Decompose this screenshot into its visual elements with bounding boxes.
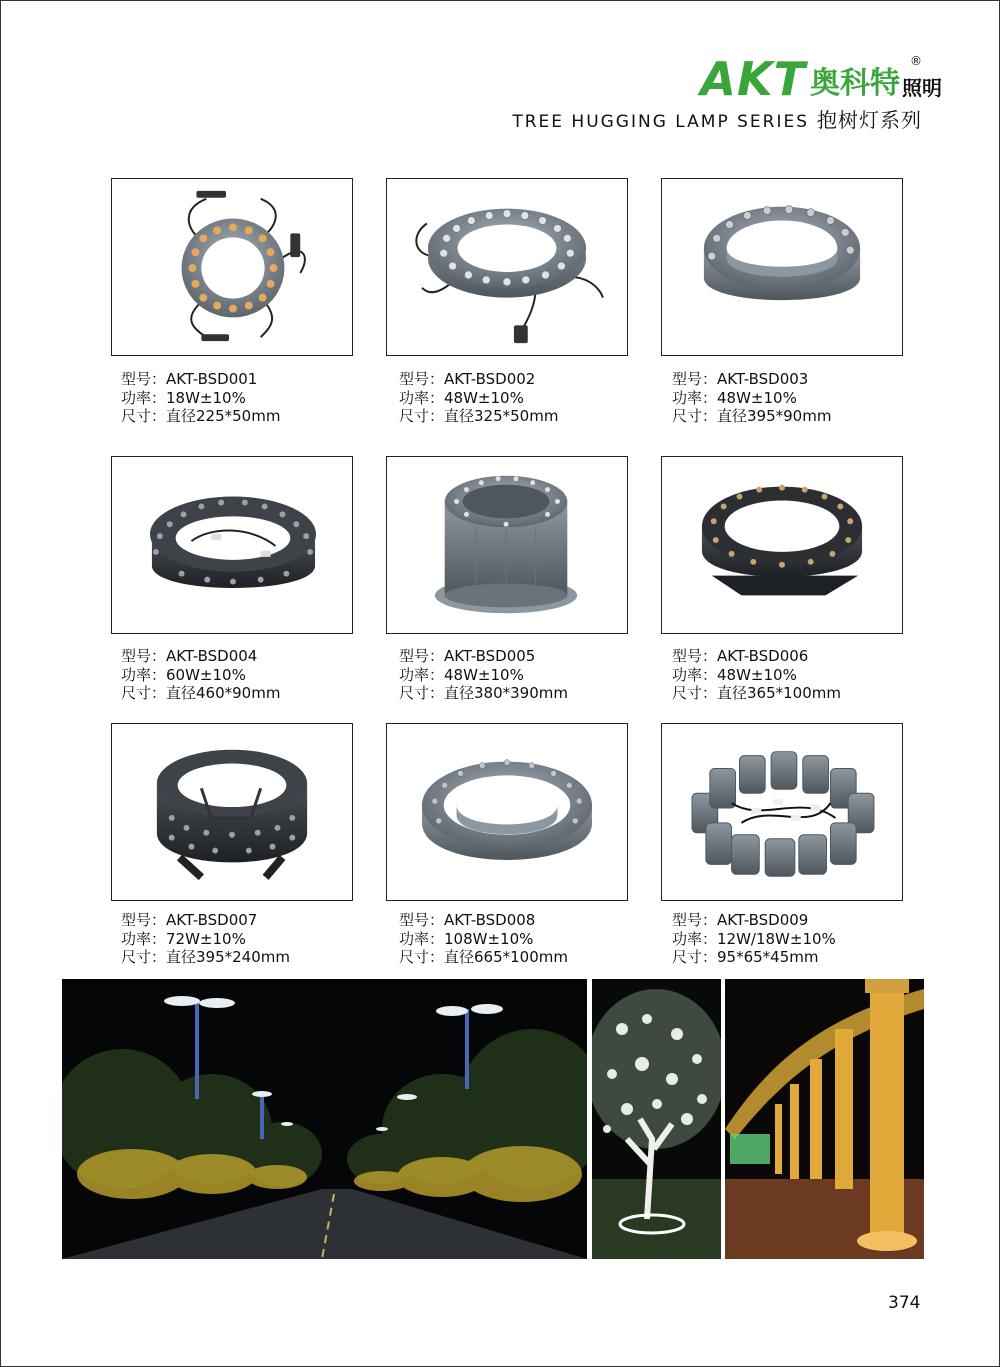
model-label: 型号：AKT-BSD002 <box>399 370 536 388</box>
model-label: 型号：AKT-BSD009 <box>672 911 809 929</box>
product-image-bsd006 <box>661 456 903 634</box>
night-street-trees-icon <box>62 979 587 1259</box>
modular-ring-lamp-icon <box>662 724 902 900</box>
model-label: 型号：AKT-BSD001 <box>121 370 258 388</box>
ring-lamp-with-cables-icon <box>387 179 627 355</box>
cylinder-lamp-icon <box>387 457 627 633</box>
power-label: 功率：48W±10% <box>672 665 797 684</box>
wide-ring-lamp-icon <box>387 724 627 900</box>
series-title-en: TREE HUGGING LAMP SERIES <box>512 112 809 132</box>
model-label: 型号：AKT-BSD003 <box>672 370 809 388</box>
power-label: 功率：48W±10% <box>399 665 524 684</box>
segmented-ring-lamp-icon <box>112 457 352 633</box>
model-label: 型号：AKT-BSD006 <box>672 647 809 665</box>
product-image-bsd002 <box>386 178 628 356</box>
product-specs-bsd006 <box>672 647 841 703</box>
power-label: 功率：48W±10% <box>672 388 797 407</box>
product-image-bsd009 <box>661 723 903 901</box>
brand-latin: AKT <box>700 52 806 106</box>
series-title <box>512 104 922 133</box>
product-specs-bsd004 <box>121 647 280 703</box>
ring-lamp-with-cables-icon <box>112 179 352 355</box>
product-specs-bsd001 <box>121 370 280 426</box>
size-label: 尺寸：直径380*390mm <box>399 684 568 702</box>
model-label: 型号：AKT-BSD005 <box>399 647 536 665</box>
product-specs-bsd008 <box>399 911 568 967</box>
product-image-bsd005 <box>386 456 628 634</box>
night-street-trees-photo <box>62 979 587 1259</box>
size-label: 尺寸：直径325*50mm <box>399 407 559 425</box>
series-title-cn: 抱树灯系列 <box>817 108 922 132</box>
size-label: 尺寸：直径395*240mm <box>121 948 290 966</box>
lit-tree-photo <box>592 979 721 1259</box>
product-specs-bsd009 <box>672 911 836 967</box>
power-label: 功率：60W±10% <box>121 665 246 684</box>
ring-lamp-icon <box>662 179 902 355</box>
brand-logo <box>700 52 942 106</box>
size-label: 尺寸：直径395*90mm <box>672 407 832 425</box>
size-label: 尺寸：直径225*50mm <box>121 407 281 425</box>
power-label: 功率：108W±10% <box>399 929 534 948</box>
registered-mark: ® <box>910 54 922 68</box>
product-specs-bsd005 <box>399 647 568 703</box>
product-specs-bsd007 <box>121 911 290 967</box>
lit-colonnade-icon <box>725 979 924 1259</box>
product-image-bsd007 <box>111 723 353 901</box>
lit-colonnade-photo <box>725 979 924 1259</box>
product-specs-bsd002 <box>399 370 558 426</box>
power-label: 功率：48W±10% <box>399 388 524 407</box>
lit-tree-icon <box>592 979 721 1259</box>
product-image-bsd008 <box>386 723 628 901</box>
tall-ring-lamp-icon <box>112 724 352 900</box>
product-specs-bsd003 <box>672 370 831 426</box>
model-label: 型号：AKT-BSD004 <box>121 647 258 665</box>
size-label: 尺寸：直径460*90mm <box>121 684 281 702</box>
power-label: 功率：18W±10% <box>121 388 246 407</box>
product-image-bsd003 <box>661 178 903 356</box>
size-label: 尺寸：直径665*100mm <box>399 948 568 966</box>
power-label: 功率：72W±10% <box>121 929 246 948</box>
model-label: 型号：AKT-BSD007 <box>121 911 258 929</box>
brand-chinese: 奥科特 <box>810 66 900 101</box>
page-number: 374 <box>888 1293 921 1313</box>
size-label: 尺寸：95*65*45mm <box>672 948 819 966</box>
size-label: 尺寸：直径365*100mm <box>672 684 841 702</box>
power-label: 功率：12W/18W±10% <box>672 929 836 948</box>
brand-suffix: 照明 <box>902 76 942 100</box>
product-image-bsd001 <box>111 178 353 356</box>
dark-ring-lamp-icon <box>662 457 902 633</box>
product-image-bsd004 <box>111 456 353 634</box>
model-label: 型号：AKT-BSD008 <box>399 911 536 929</box>
